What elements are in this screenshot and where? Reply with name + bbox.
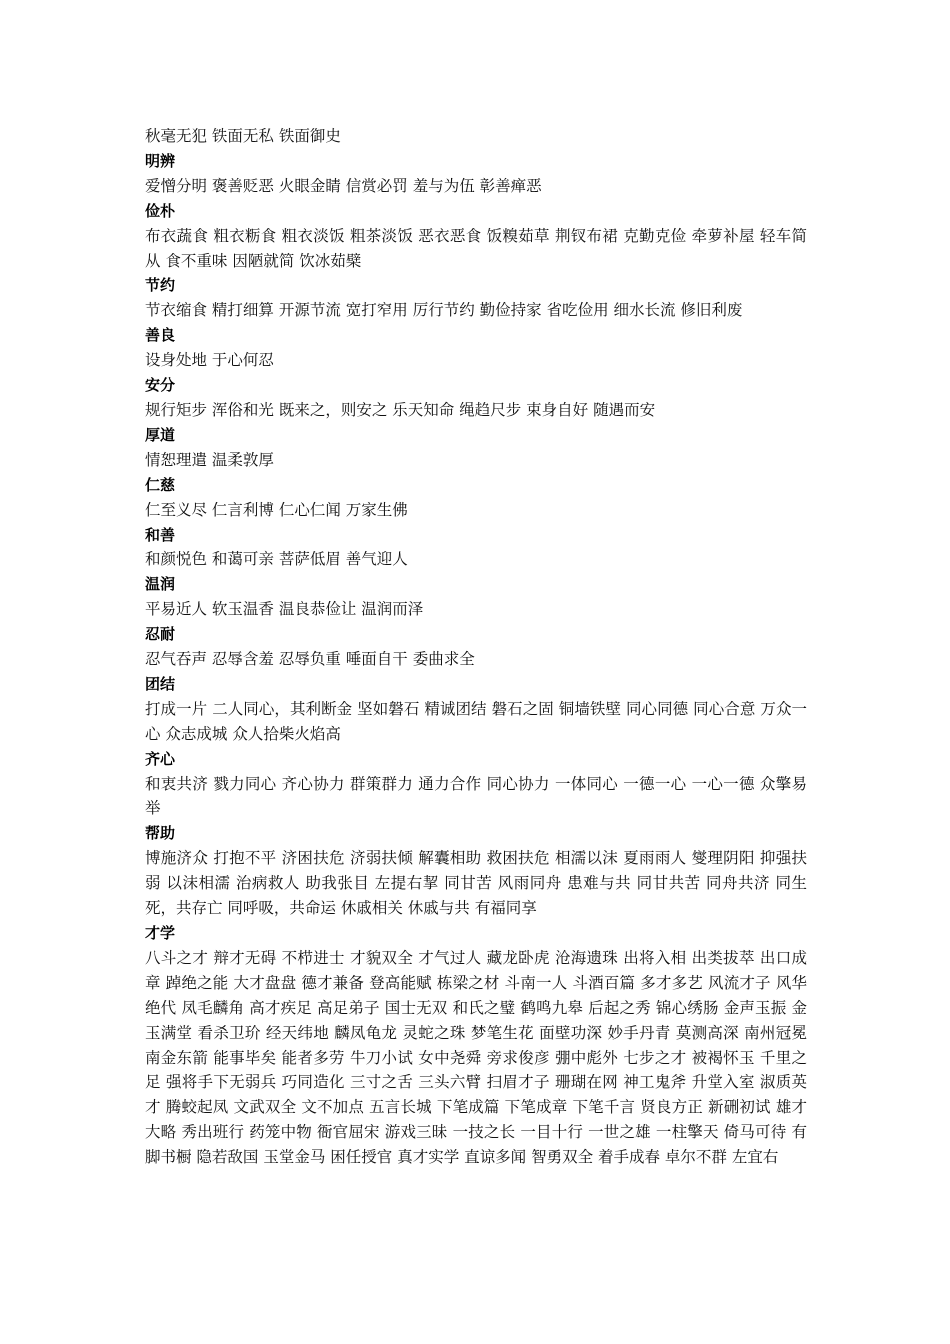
section-jieyue (145, 273, 807, 323)
document-page (145, 124, 807, 1170)
section-wenrun (145, 572, 807, 622)
section-text: 节衣缩食 精打细算 开源节流 宽打窄用 厉行节约 勤俭持家 省吃俭用 细水长流 修旧利废 (145, 301, 743, 320)
section-heading: 团结 (145, 674, 176, 693)
section-heshan (145, 523, 807, 573)
section-text: 打成一片 二人同心，其利断金 坚如磐石 精诚团结 磐石之固 铜墙铁壁 同心同德 同心合意 万众一心 众志成城 众人拾柴火焰高 (145, 699, 807, 743)
section-text: 规行矩步 浑俗和光 既来之，则安之 乐天知命 绳趋尺步 束身自好 随遇而安 (145, 400, 656, 419)
section-text: 爱憎分明 褒善贬恶 火眼金睛 信赏必罚 羞与为伍 彰善瘅恶 (145, 176, 542, 195)
section-shanliang (145, 323, 807, 373)
section-text: 设身处地 于心何忍 (145, 351, 274, 370)
section-heading: 俭朴 (145, 201, 176, 220)
section-text: 布衣蔬食 粗衣粝食 粗衣淡饭 粗茶淡饭 恶衣恶食 饭糗茹草 荆钗布裙 克勤克俭 牵萝补屋 轻车简从 食不重味 因陋就简 饮冰茹檗 (145, 226, 807, 270)
section-houdao (145, 423, 807, 473)
section-heading: 安分 (145, 376, 176, 395)
section-text: 和衷共济 戮力同心 齐心协力 群策群力 通力合作 同心协力 一体同心 一德一心 一心一德 众擎易举 (145, 774, 807, 818)
section-text: 博施济众 打抱不平 济困扶危 济弱扶倾 解囊相助 救困扶危 相濡以沫 夏雨雨人 燮理阴阳 抑强扶弱 以沫相濡 治病救人 助我张目 左提右挈 同甘苦 风雨同舟 患难与共 同甘共苦 同舟共济 同生死，共存亡 同呼吸，共命运 休戚相关 休戚与共 有福同享 (145, 849, 807, 918)
section-mingbian (145, 149, 807, 199)
section-text: 忍气吞声 忍辱含羞 忍辱负重 唾面自干 委曲求全 (145, 650, 475, 669)
section-text: 情恕理遣 温柔敦厚 (145, 450, 274, 469)
section-heading: 节约 (145, 276, 176, 295)
section-heading: 厚道 (145, 425, 176, 444)
section-heading: 才学 (145, 924, 176, 942)
section-rennai (145, 622, 807, 672)
section-text: 平易近人 软玉温香 温良恭俭让 温润而泽 (145, 600, 424, 619)
section-heading: 齐心 (145, 749, 176, 768)
section-renci (145, 473, 807, 523)
section-heading: 温润 (145, 575, 176, 594)
section-heading: 仁慈 (145, 475, 176, 494)
section-text: 仁至义尽 仁言利博 仁心仁闻 万家生佛 (145, 500, 408, 519)
section-heading: 明辨 (145, 151, 176, 170)
section-bangzhu (145, 821, 807, 921)
section-text: 八斗之才 辩才无碍 不栉进士 才貌双全 才气过人 藏龙卧虎 沧海遗珠 出将入相 出类拔萃 出口成章 踔绝之能 大才盘盘 德才兼备 登高能赋 栋梁之材 斗南一人 斗酒百篇 多才多艺 风流才子 风华绝代 凤毛麟角 高才疾足 高足弟子 国士无双 和氏之璧 鹤鸣九皋 后起之秀 锦心绣肠 金声玉振 金玉满堂 看杀卫玠 经天纬地 麟凤龟龙 灵蛇之珠 梦笔生花 面壁功深 妙手丹青 莫测高深 南州冠冕 南金东箭 能事毕矣 能者多劳 牛刀小试 女中尧舜 旁求俊彦 弸中彪外 七步之才 被褐怀玉 千里之足 强将手下无弱兵 巧同造化 三寸之舌 三头六臂 扫眉才子 珊瑚在网 神工鬼斧 升堂入室 淑质英才 腾蛟起凤 文武双全 文不加点 五言长城 下笔成篇 下笔成章 下笔千言 贤良方正 新硎初试 雄才大略 秀出班行 药笼中物 衙官屈宋 游戏三昧 一技之长 一目十行 一世之雄 一柱擎天 倚马可待 有脚书橱 隐若敌国 玉堂金马 困任授官 真才实学 直谅多闻 智勇双全 着手成春 卓尔不群 左宜右 (145, 948, 807, 1167)
section-heading: 善良 (145, 326, 176, 345)
section-qixin (145, 747, 807, 822)
section-heading: 和善 (145, 525, 176, 544)
intro-text: 秋毫无犯 铁面无私 铁面御史 (145, 127, 341, 145)
section-heading: 忍耐 (145, 625, 176, 644)
section-caixue (145, 921, 807, 1170)
section-anfen (145, 373, 807, 423)
section-text: 和颜悦色 和蔼可亲 菩萨低眉 善气迎人 (145, 550, 408, 569)
section-tuanjie (145, 672, 807, 747)
section-jianpu (145, 199, 807, 274)
section-heading: 帮助 (145, 824, 176, 843)
